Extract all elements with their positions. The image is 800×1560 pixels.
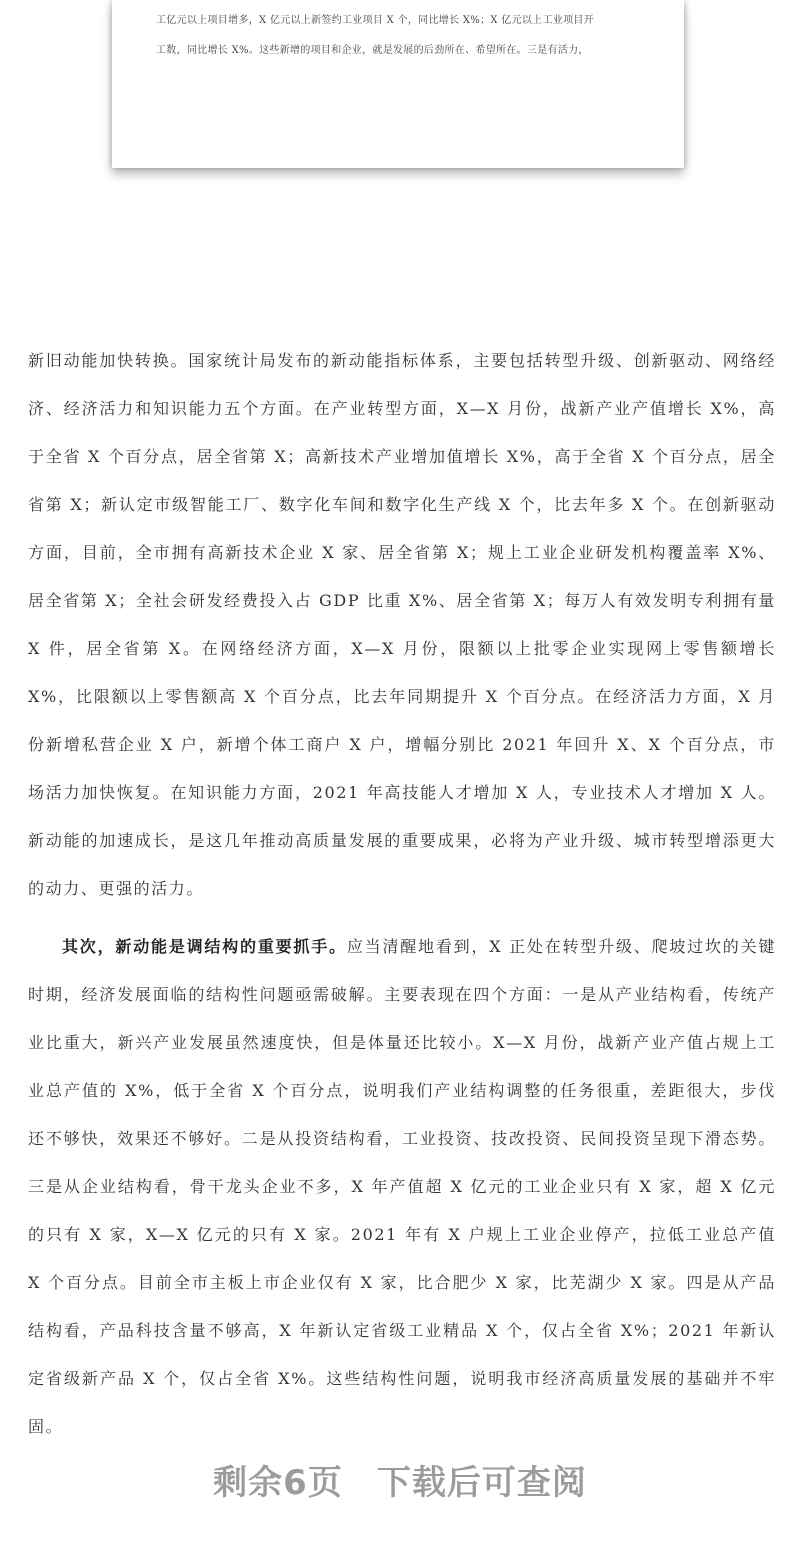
article-paragraph-2 <box>28 923 776 1451</box>
page-preview-card <box>112 0 684 168</box>
paragraph-lead-sentence: 其次，新动能是调结构的重要抓手。 <box>62 937 347 956</box>
download-prompt[interactable] <box>0 1455 800 1504</box>
download-hint-label: 下载后可查阅 <box>376 1463 587 1503</box>
preview-line-2: 工数，同比增长 X%。这些新增的项目和企业，就是发展的后劲所在、希望所在。三是有活力， <box>156 45 589 56</box>
remaining-pages-label: 剩余6页 <box>213 1463 343 1503</box>
paragraph-body-text: 应当清醒地看到，X 正处在转型升级、爬坡过坎的关键时期，经济发展面临的结构性问题亟需破解。主要表现在四个方面：一是从产业结构看，传统产业比重大，新兴产业发展虽然速度快，但是体量还比较小。X—X 月份，战新产业产值占规上工业总产值的 X%，低于全省 X 个百分点，说明我们产业结构调整的任务很重，差距很大，步伐还不够快，效果还不够好。二是从投资结构看，工业投资、技改投资、民间投资呈现下滑态势。三是从企业结构看，骨干龙头企业不多，X 年产值超 X 亿元的工业企业只有 X 家，超 X 亿元的只有 X 家，X—X 亿元的只有 X 家。2021 年有 X 户规上工业企业停产，拉低工业总产值 X 个百分点。目前全市主板上市企业仅有 X 家，比合肥少 X 家，比芜湖少 X 家。四是从产品结构看，产品科技含量不够高，X 年新认定省级工业精品 X 个，仅占全省 X%；2021 年新认定省级新产品 X 个，仅占全省 X%。这些结构性问题，说明我市经济高质量发展的基础并不牢固。 <box>28 937 776 1436</box>
preview-line-1: 工亿元以上项目增多，X 亿元以上新签约工业项目 X 个，同比增长 X%；X 亿元以上工业项目开 <box>156 15 594 26</box>
article-body <box>28 337 776 1451</box>
article-paragraph-1: 新旧动能加快转换。国家统计局发布的新动能指标体系，主要包括转型升级、创新驱动、网络经济、经济活力和知识能力五个方面。在产业转型方面，X—X 月份，战新产业产值增长 X%，高于全省 X 个百分点，居全省第 X；高新技术产业增加值增长 X%，高于全省 X 个百分点，居全省第 X；新认定市级智能工厂、数字化车间和数字化生产线 X 个，比去年多 X 个。在创新驱动方面，目前，全市拥有高新技术企业 X 家、居全省第 X；规上工业企业研发机构覆盖率 X%、居全省第 X；全社会研发经费投入占 GDP 比重 X%、居全省第 X；每万人有效发明专利拥有量 X 件，居全省第 X。在网络经济方面，X—X 月份，限额以上批零企业实现网上零售额增长 X%，比限额以上零售额高 X 个百分点，比去年同期提升 X 个百分点。在经济活力方面，X 月份新增私营企业 X 户，新增个体工商户 X 户，增幅分别比 2021 年回升 X、X 个百分点，市场活力加快恢复。在知识能力方面，2021 年高技能人才增加 X 人，专业技术人才增加 X 人。新动能的加速成长，是这几年推动高质量发展的重要成果，必将为产业升级、城市转型增添更大的动力、更强的活力。 <box>28 351 776 898</box>
